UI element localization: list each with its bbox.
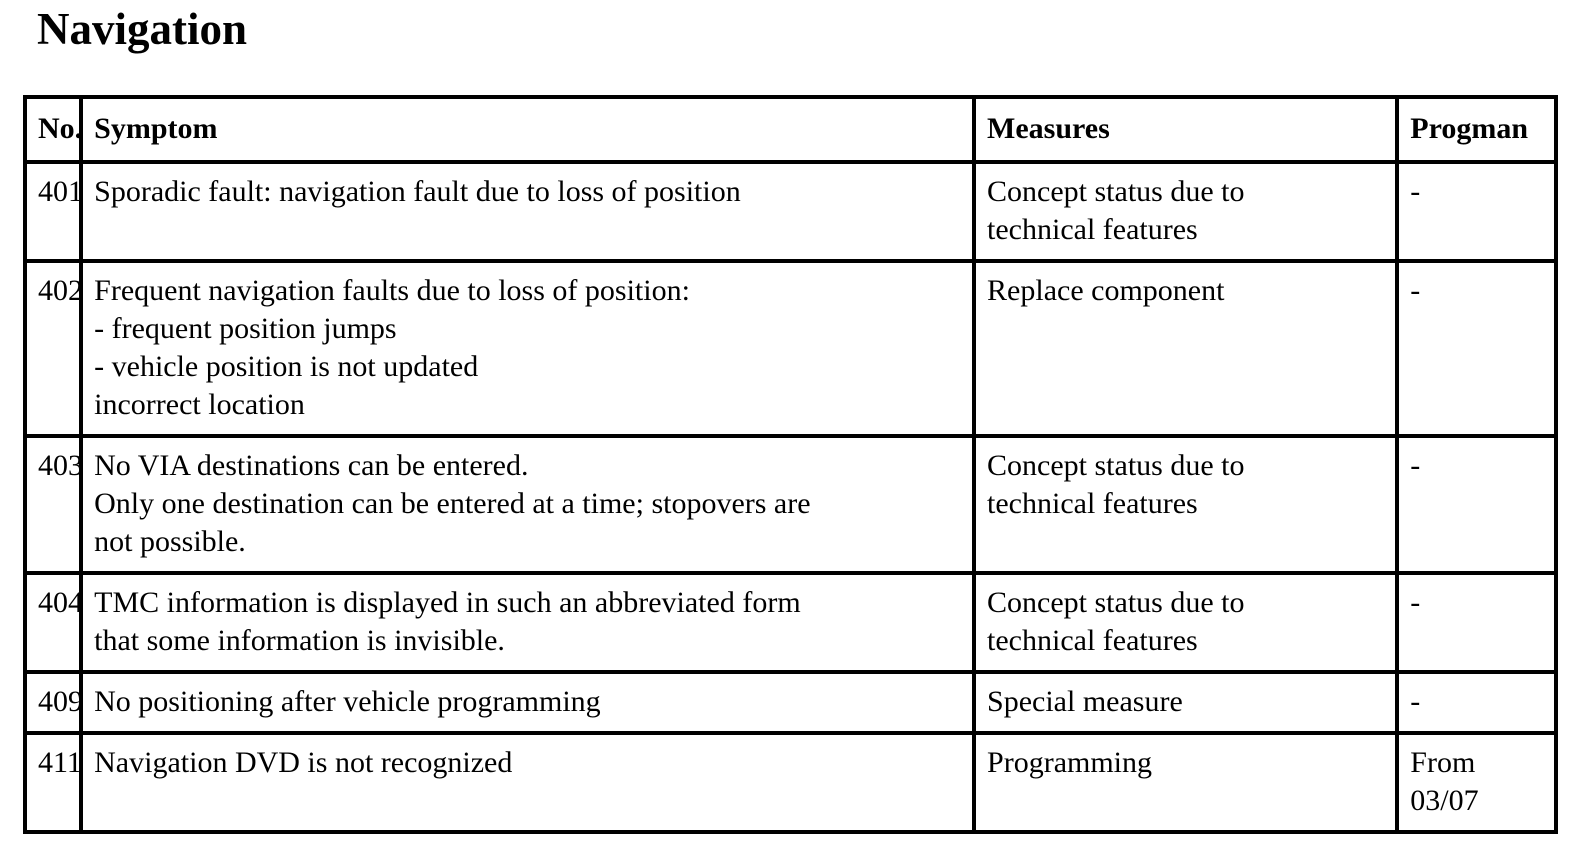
table-row	[25, 733, 1556, 832]
row-symptom	[81, 672, 974, 733]
header-progman: Progman	[1397, 97, 1556, 162]
issues-table	[23, 95, 1558, 834]
table-row	[25, 672, 1556, 733]
symptom-line: Sporadic fault: navigation fault due to loss of position	[94, 175, 741, 208]
row-no: 401	[25, 162, 81, 261]
measures-line: Concept status due to	[987, 175, 1245, 208]
progman-line: -	[1410, 274, 1421, 307]
row-symptom	[81, 162, 974, 261]
measures-line: technical features	[987, 487, 1198, 520]
table-row	[25, 261, 1556, 436]
symptom-line: No VIA destinations can be entered.	[94, 449, 529, 482]
symptom-line: incorrect location	[94, 388, 305, 421]
measures-line: Concept status due to	[987, 449, 1245, 482]
table-body	[25, 162, 1556, 832]
row-no: 402	[25, 261, 81, 436]
symptom-line: Frequent navigation faults due to loss of position:	[94, 274, 690, 307]
header-no: No.	[25, 97, 81, 162]
measures-line: Programming	[987, 746, 1153, 779]
row-no: 411	[25, 733, 81, 832]
header-symptom: Symptom	[81, 97, 974, 162]
row-measures	[974, 261, 1397, 436]
progman-line: 03/07	[1410, 784, 1479, 817]
row-symptom	[81, 573, 974, 672]
progman-line: -	[1410, 586, 1421, 619]
progman-line: -	[1410, 175, 1421, 208]
progman-line: -	[1410, 685, 1421, 718]
row-symptom	[81, 261, 974, 436]
table-row	[25, 162, 1556, 261]
measures-line: technical features	[987, 213, 1198, 246]
progman-line: -	[1410, 449, 1421, 482]
row-no: 404	[25, 573, 81, 672]
row-progman	[1397, 261, 1556, 436]
row-progman	[1397, 573, 1556, 672]
symptom-line: - frequent position jumps	[94, 312, 397, 345]
row-symptom	[81, 733, 974, 832]
row-symptom	[81, 436, 974, 573]
symptom-line: - vehicle position is not updated	[94, 350, 479, 383]
row-progman	[1397, 733, 1556, 832]
row-measures	[974, 573, 1397, 672]
measures-line: Special measure	[987, 685, 1183, 718]
measures-line: technical features	[987, 624, 1198, 657]
measures-line: Replace component	[987, 274, 1225, 307]
measures-line: Concept status due to	[987, 586, 1245, 619]
row-progman	[1397, 436, 1556, 573]
progman-line: From	[1410, 746, 1476, 779]
page-title: Navigation	[37, 4, 248, 54]
row-no: 403	[25, 436, 81, 573]
row-progman	[1397, 672, 1556, 733]
symptom-line: Only one destination can be entered at a time; stopovers are	[94, 487, 811, 520]
symptom-line: not possible.	[94, 525, 246, 558]
table-row	[25, 436, 1556, 573]
row-measures	[974, 733, 1397, 832]
row-measures	[974, 162, 1397, 261]
row-measures	[974, 672, 1397, 733]
table-row	[25, 573, 1556, 672]
header-row	[25, 97, 1556, 162]
symptom-line: Navigation DVD is not recognized	[94, 746, 513, 779]
header-measures: Measures	[974, 97, 1397, 162]
symptom-line: TMC information is displayed in such an abbreviated form	[94, 586, 801, 619]
row-measures	[974, 436, 1397, 573]
table-header	[25, 97, 1556, 162]
row-progman	[1397, 162, 1556, 261]
symptom-line: that some information is invisible.	[94, 624, 505, 657]
symptom-line: No positioning after vehicle programming	[94, 685, 601, 718]
row-no: 409	[25, 672, 81, 733]
